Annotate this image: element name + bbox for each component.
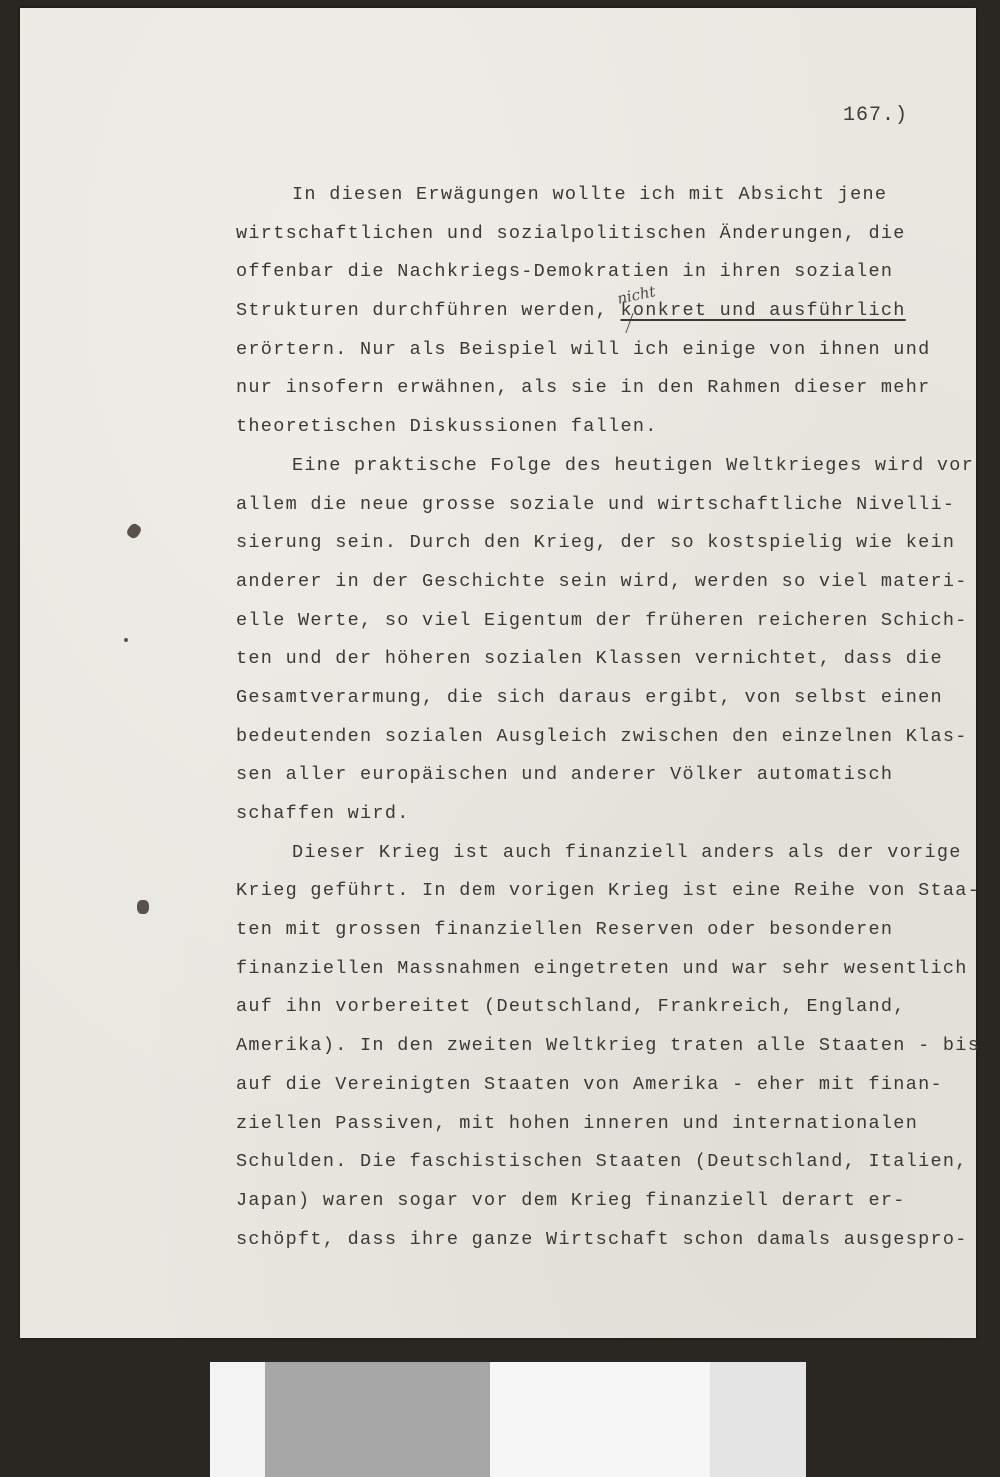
calibration-swatch	[490, 1362, 710, 1477]
text-line: auf die Vereinigten Staaten von Amerika - eher mit finan-	[236, 1073, 943, 1095]
text-line	[236, 292, 976, 331]
text-line: ten mit grossen finanziellen Reserven oder besonderen	[236, 919, 894, 941]
text-line: sen aller europäischen und anderer Völker automatisch	[236, 764, 894, 786]
text-line: Schulden. Die faschistischen Staaten (Deutschland, Italien,	[236, 1151, 968, 1173]
underlined-phrase: konkret und ausführlich	[620, 300, 906, 322]
text-line: finanziellen Massnahmen eingetreten und war sehr wesentlich	[236, 957, 968, 979]
text-line: schöpft, dass ihre ganze Wirtschaft schon damals ausgespro-	[236, 1228, 968, 1250]
text-line: Dieser Krieg ist auch finanziell anders als der vorige	[292, 841, 962, 863]
calibration-swatch	[710, 1362, 806, 1477]
text-line-segment: Strukturen durchführen werden,	[236, 300, 621, 322]
punch-hole	[137, 900, 149, 914]
text-line: erörtern. Nur als Beispiel will ich einige von ihnen und	[236, 338, 931, 360]
text-line: Japan) waren sogar vor dem Krieg finanziell derart er-	[236, 1189, 906, 1211]
text-line: Amerika). In den zweiten Weltkrieg traten alle Staaten - bis	[236, 1035, 981, 1057]
text-line: ziellen Passiven, mit hohen inneren und internationalen	[236, 1112, 919, 1134]
calibration-swatch	[265, 1362, 490, 1477]
text-line: Eine praktische Folge des heutigen Weltkrieges wird vor	[292, 454, 975, 476]
paper-speck	[124, 638, 128, 642]
text-line: ten und der höheren sozialen Klassen vernichtet, dass die	[236, 648, 943, 670]
text-line: sierung sein. Durch den Krieg, der so kostspielig wie kein	[236, 532, 956, 554]
text-line: schaffen wird.	[236, 803, 410, 824]
text-line: wirtschaftlichen und sozialpolitischen Änderungen, die	[236, 222, 906, 244]
text-line: allem die neue grosse soziale und wirtschaftliche Nivelli-	[236, 493, 956, 515]
handwritten-annotation: nicht	[615, 282, 658, 308]
text-line: elle Werte, so viel Eigentum der früheren reicheren Schich-	[236, 609, 968, 631]
punch-hole	[125, 522, 143, 540]
typewritten-text	[236, 176, 981, 1259]
text-line: bedeutenden sozialen Ausgleich zwischen den einzelnen Klas-	[236, 725, 968, 747]
page-number: 167.)	[842, 104, 908, 127]
text-line: anderer in der Geschichte sein wird, werden so viel materi-	[236, 570, 968, 592]
text-line: offenbar die Nachkriegs-Demokratien in ihren sozialen	[236, 261, 894, 283]
text-line: theoretischen Diskussionen fallen.	[236, 416, 658, 438]
color-calibration-bar	[210, 1362, 806, 1477]
text-line: auf ihn vorbereitet (Deutschland, Frankreich, England,	[236, 996, 906, 1018]
text-line: Gesamtverarmung, die sich daraus ergibt, von selbst einen	[236, 686, 943, 708]
text-line: In diesen Erwägungen wollte ich mit Absicht jene	[292, 184, 888, 205]
text-line: nur insofern erwähnen, als sie in den Rahmen dieser mehr	[236, 377, 931, 399]
calibration-swatch	[210, 1362, 265, 1477]
text-line: Krieg geführt. In dem vorigen Krieg ist eine Reihe von Staa-	[236, 880, 981, 902]
